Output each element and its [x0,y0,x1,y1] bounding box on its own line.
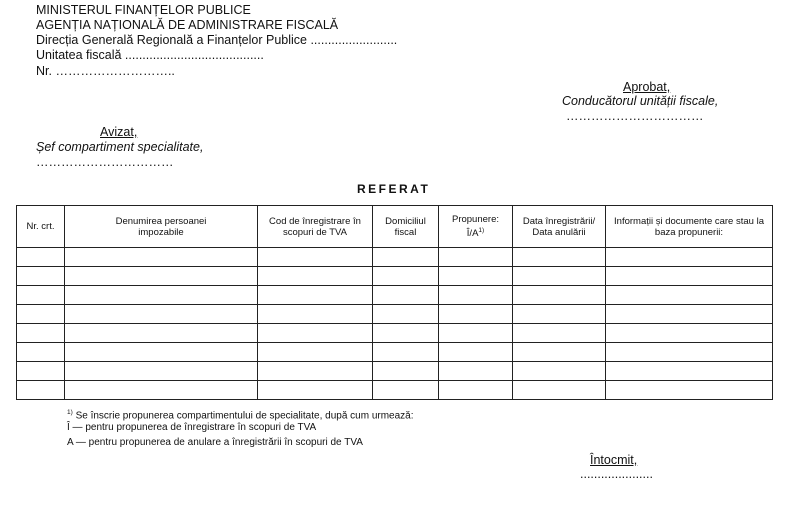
table-cell [258,381,373,400]
table-cell [65,267,258,286]
document-number: Nr. ……………………….. [36,64,175,78]
column-header-supporting-docs: Informații și documente care stau la baza propunerii: [606,206,773,248]
table-row [17,286,773,305]
table-row [17,362,773,381]
table-cell [17,286,65,305]
table-cell [439,381,513,400]
table-cell [17,362,65,381]
table-cell [513,381,606,400]
footnote-intro: $^{1)}$ Se înscrie propunerea compartimentului de specialitate, după cum urmează: [67,409,414,422]
table-cell [513,305,606,324]
ministry-name: MINISTERUL FINANȚELOR PUBLICE [36,3,251,17]
endorsement-signature-line: …………………………… [36,155,174,169]
table-cell [606,248,773,267]
approval-label: Aprobat, [623,80,671,94]
table-cell [439,362,513,381]
table-cell [439,248,513,267]
table-cell [65,248,258,267]
endorsement-label: Avizat, [100,125,138,139]
table-cell [17,305,65,324]
table-cell [513,343,606,362]
table-cell [439,305,513,324]
column-header-dates: Data înregistrării/ Data anulării [513,206,606,248]
table-row [17,248,773,267]
table-cell [439,286,513,305]
prepared-label: Întocmit, [590,453,638,467]
table-cell [513,286,606,305]
table-header-row [17,206,773,248]
table-cell [439,267,513,286]
referral-table [16,205,773,400]
table-cell [513,362,606,381]
footnote-marker: 1) [67,409,73,416]
table-cell [373,381,439,400]
table-cell [17,343,65,362]
endorsement-role: Șef compartiment specialitate, [36,140,204,154]
table-cell [17,324,65,343]
table-row [17,267,773,286]
table-cell [258,286,373,305]
table-cell [606,286,773,305]
approval-role: Conducătorul unității fiscale, [562,94,719,108]
table-cell [373,305,439,324]
table-cell [65,286,258,305]
table-cell [258,362,373,381]
table-row [17,305,773,324]
table-cell [65,381,258,400]
table-cell [606,305,773,324]
column-header-fiscal-domicile: Domiciliul fiscal [373,206,439,248]
table-cell [439,343,513,362]
table-cell [373,362,439,381]
table-cell [65,305,258,324]
directorate-line: Direcția Generală Regională a Finanțelor Publice ......................... [36,33,398,47]
table-cell [258,305,373,324]
table-cell [606,343,773,362]
approval-signature-line: …………………………… [566,109,704,123]
table-cell [606,381,773,400]
table-cell [373,248,439,267]
table-cell [258,324,373,343]
table-row [17,343,773,362]
document-title: REFERAT [357,182,431,196]
table-cell [606,267,773,286]
column-header-proposal: Propunere: $Î/A^{1)}$ [439,206,513,248]
fiscal-unit-line: Unitatea fiscală ........................................ [36,48,264,62]
table-cell [258,267,373,286]
table-cell [439,324,513,343]
table-cell [65,324,258,343]
table-cell [513,248,606,267]
table-cell [17,248,65,267]
table-cell [373,324,439,343]
agency-name: AGENȚIA NAȚIONALĂ DE ADMINISTRARE FISCALĂ [36,18,339,32]
table-cell [513,267,606,286]
footnote-option-a: A — pentru propunerea de anulare a înregistrării în scopuri de TVA [67,437,363,448]
table-cell [65,362,258,381]
footnote-ref: 1) [478,226,485,234]
column-header-vat-code: Cod de înregistrare în scopuri de TVA [258,206,373,248]
table-cell [513,324,606,343]
table-cell [65,343,258,362]
table-cell [258,248,373,267]
table-cell [606,324,773,343]
table-cell [373,267,439,286]
footnote-option-i: Î — pentru propunerea de înregistrare în scopuri de TVA [67,422,317,433]
table-row [17,324,773,343]
column-header-nr-crt: Nr. crt. [17,206,65,248]
table-row [17,381,773,400]
table-cell [17,267,65,286]
table-cell [17,381,65,400]
table-cell [606,362,773,381]
column-header-taxable-person: Denumirea persoanei impozabile [65,206,258,248]
prepared-signature-line: ..................... [580,467,653,481]
table-cell [258,343,373,362]
table-cell [373,343,439,362]
table-cell [373,286,439,305]
